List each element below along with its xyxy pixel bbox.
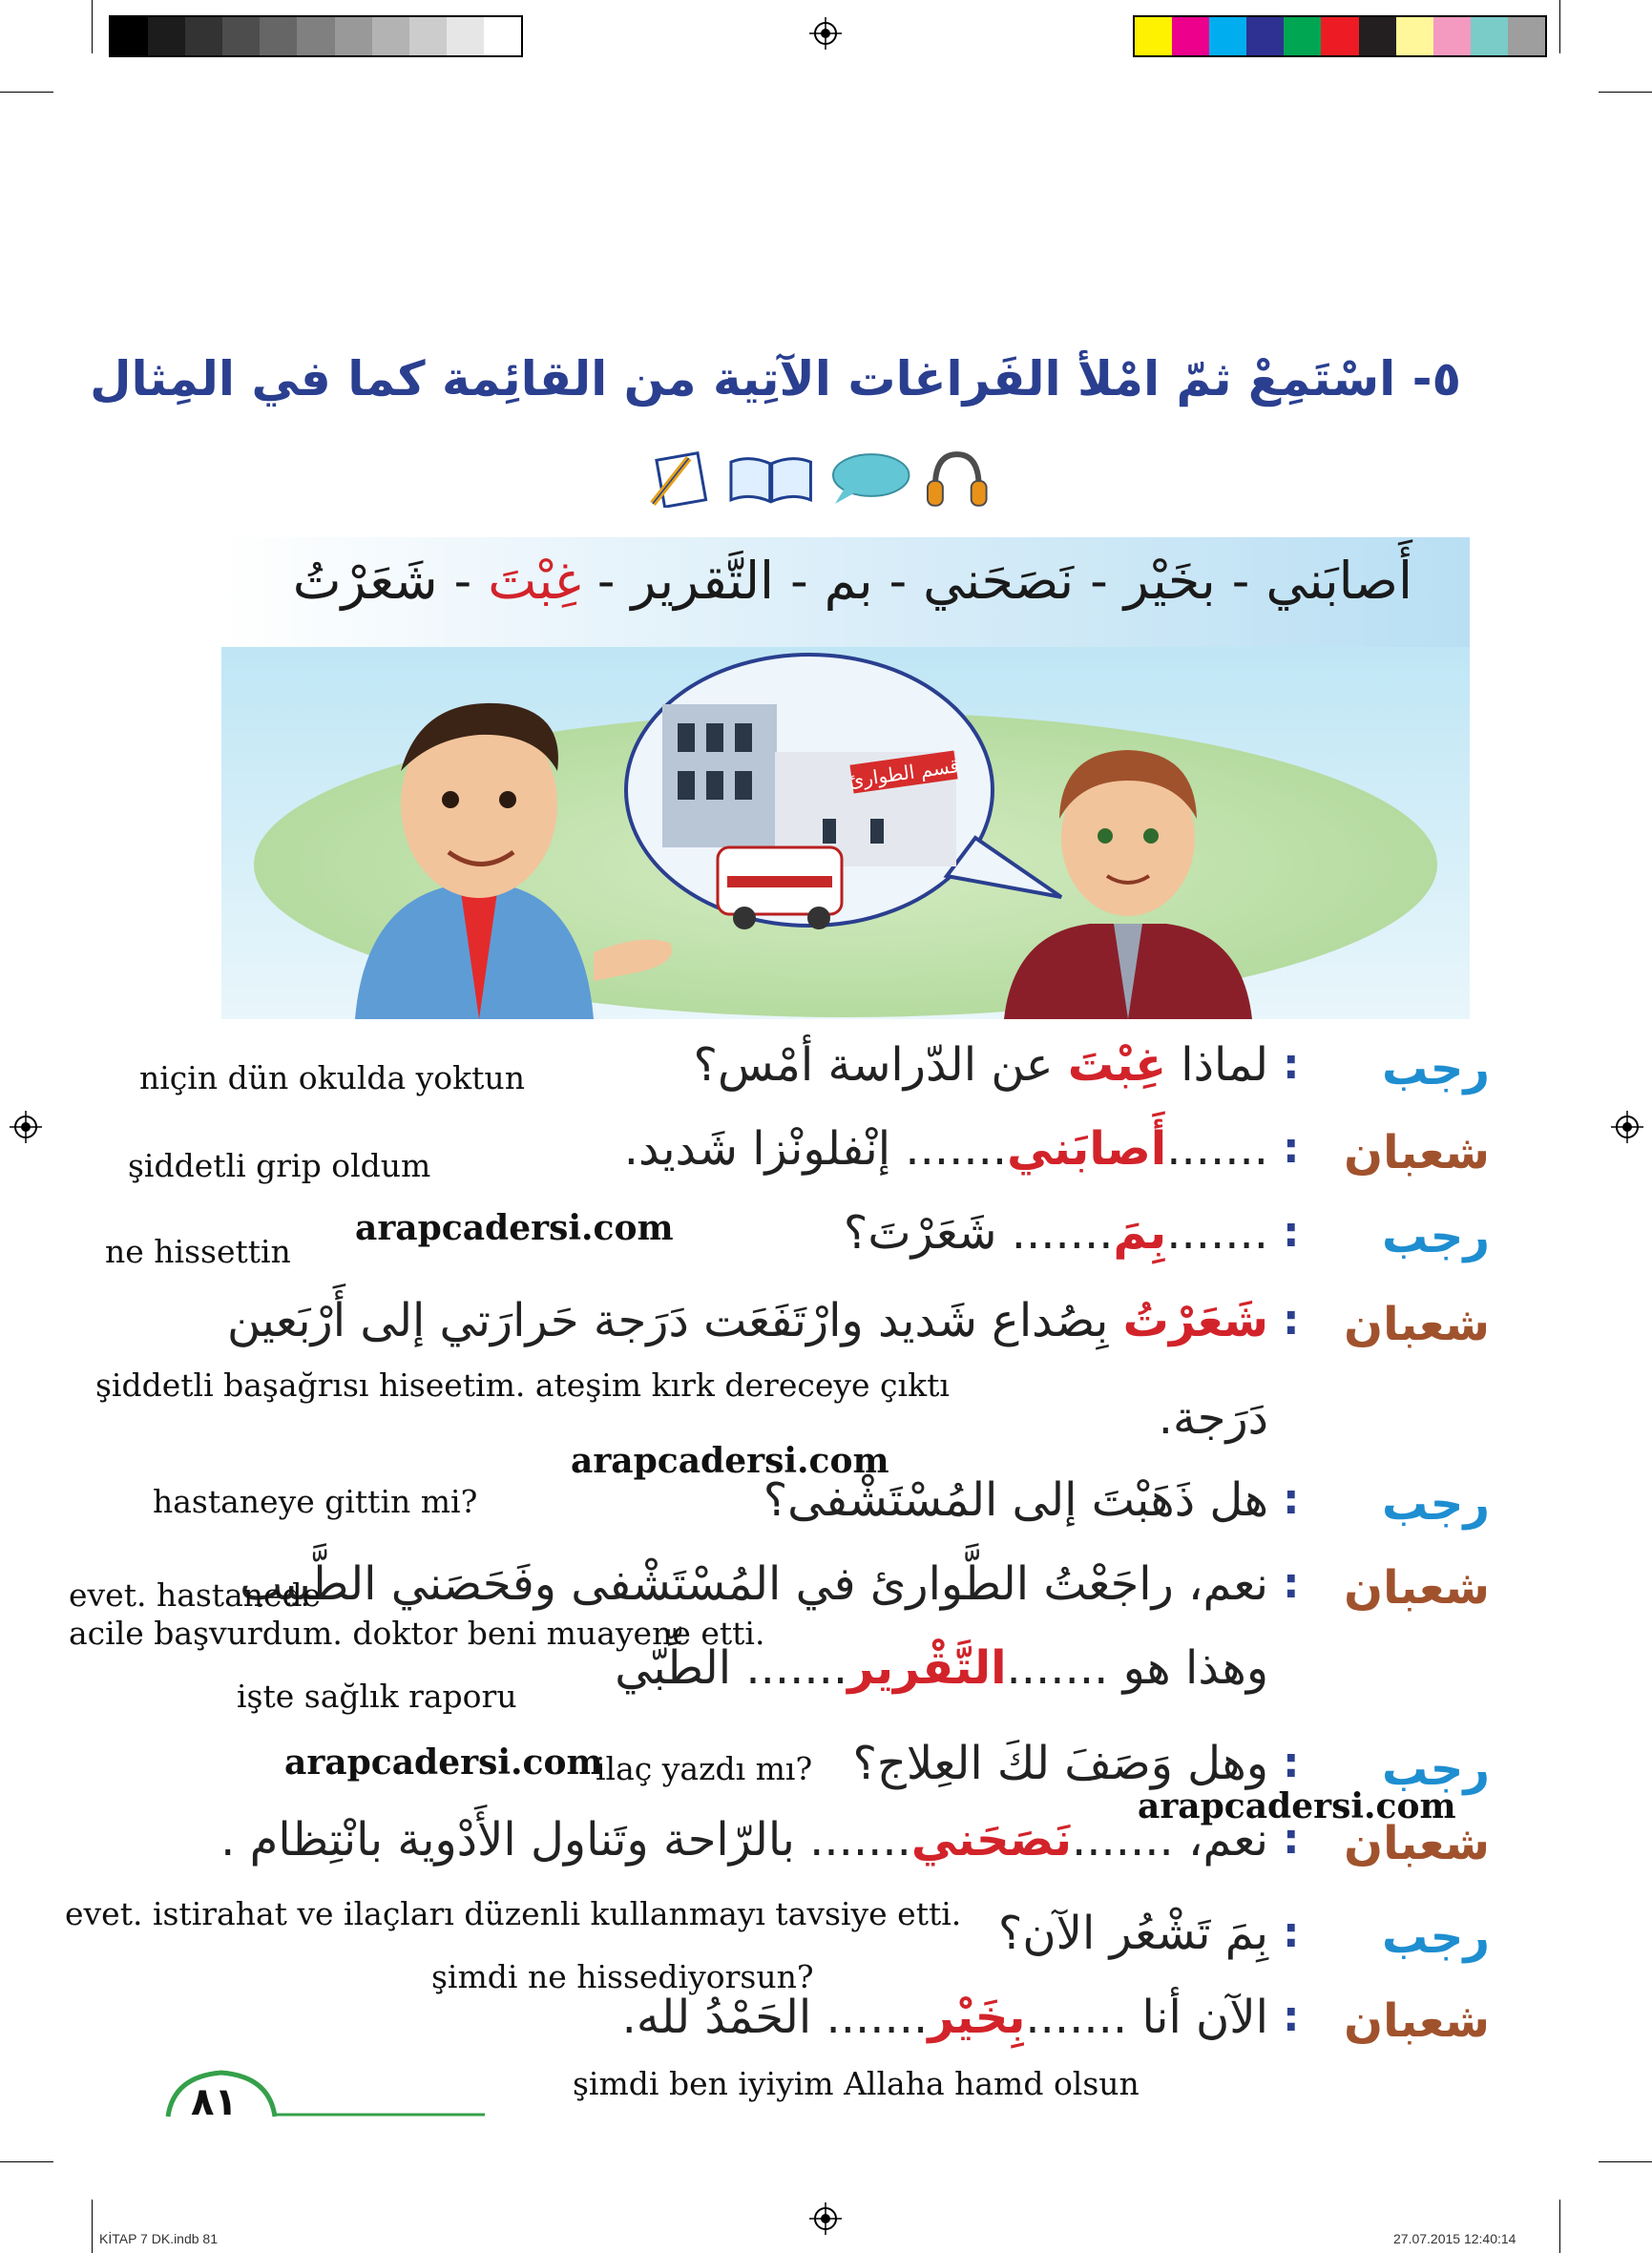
pencil-paper-icon xyxy=(645,449,714,508)
footer-date: 27.07.2015 12:40:14 xyxy=(1393,2231,1516,2246)
dialogue-illustration xyxy=(221,647,1470,1019)
crop-mark xyxy=(0,2161,53,2162)
crop-mark xyxy=(1559,2200,1560,2253)
footer-file: KİTAP 7 DK.indb 81 xyxy=(99,2231,218,2246)
translation-3: ne hissettin xyxy=(105,1233,291,1270)
crop-mark xyxy=(92,0,93,53)
dialogue-line-6: نعم، راجَعْتُ الطَّوارئ في المُسْتَشْفى وفَحَصَني الطَّبيب xyxy=(240,1557,1268,1611)
speaker-shaban: شعبان xyxy=(1344,1126,1490,1179)
text: بالرّاحة وتَناول الأَدْوية بانْتِظام . xyxy=(220,1813,795,1867)
translation-1: niçin dün okulda yoktun xyxy=(139,1059,525,1096)
speaker-rajab: رجب xyxy=(1381,1742,1490,1796)
text: إنْفلونْزا شَديد. xyxy=(623,1122,891,1176)
speaker-shaban: شعبان xyxy=(1344,1817,1490,1870)
crop-mark xyxy=(0,92,53,93)
translation-8: ilaç yazdı mı? xyxy=(596,1750,813,1787)
translation-6a: evet. hastanede xyxy=(69,1576,322,1614)
text: شَعَرْتَ؟ xyxy=(843,1206,997,1260)
filled-answer: بِخَيْر xyxy=(928,1991,1026,2044)
translation-7: işte sağlık raporu xyxy=(237,1678,517,1715)
page-number: ٨١ xyxy=(191,2080,238,2124)
word-bank-item-highlighted: غِبْتَ xyxy=(488,551,581,611)
watermark: arapcadersi.com xyxy=(571,1441,889,1481)
colon: : xyxy=(1283,1124,1300,1173)
speaker-rajab: رجب xyxy=(1381,1210,1490,1263)
word-bank-panel xyxy=(221,537,1470,647)
speaker-rajab: رجب xyxy=(1381,1042,1490,1095)
text: لماذا xyxy=(1181,1038,1268,1092)
watermark: arapcadersi.com xyxy=(355,1208,674,1248)
crop-mark xyxy=(1599,92,1652,93)
dialogue-line-2: .......أَصابَني....... إنْفلونْزا شَديد. xyxy=(623,1122,1268,1176)
filled-answer: بِمَ xyxy=(1113,1206,1167,1260)
filled-answer: شَعَرْتُ xyxy=(1122,1294,1268,1347)
dialogue-line-11: الآن أنا .......بِخَيْر....... الحَمْدُ لله. xyxy=(621,1991,1268,2044)
registration-mark-icon xyxy=(10,1111,42,1143)
registration-mark-icon xyxy=(1611,1111,1643,1143)
translation-10: şimdi ne hissediyorsun? xyxy=(431,1958,814,1995)
colon: : xyxy=(1283,1815,1300,1864)
dialogue-line-3: .......بِمَ....... شَعَرْتَ؟ xyxy=(843,1206,1268,1260)
text: الآن أنا xyxy=(1141,1991,1268,2044)
colon: : xyxy=(1283,1208,1300,1257)
translation-9: evet. istirahat ve ilaçları düzenli kullanmayı tavsiye etti. xyxy=(65,1895,962,1932)
translation-4: şiddetli başağrısı hiseetim. ateşim kırk dereceye çıktı xyxy=(95,1366,950,1404)
text: نعم، xyxy=(1188,1813,1268,1867)
grayscale-calibration-bar xyxy=(109,15,523,57)
color-calibration-bar xyxy=(1133,15,1547,57)
text: الحَمْدُ لله. xyxy=(621,1991,812,2044)
speaker-shaban: شعبان xyxy=(1344,1994,1490,2048)
text: بِصُداع شَديد وارْتَفَعَت دَرَجة حَرارَتي إلى أَرْبَعين xyxy=(227,1294,1109,1347)
scene-illustration xyxy=(221,647,1470,1019)
filled-answer: أَصابَني xyxy=(1007,1122,1167,1176)
emergency-sign: قسم الطوارئ xyxy=(847,754,961,792)
dialogue-line-4b: دَرَجة. xyxy=(1158,1391,1268,1445)
registration-mark-icon xyxy=(809,2202,842,2235)
dialogue-line-9: نعم، .......نَصَحَني....... بالرّاحة وتَناول الأَدْوية بانْتِظام . xyxy=(220,1813,1268,1867)
word-bank-item: نَصَحَني xyxy=(923,551,1075,611)
open-book-icon xyxy=(727,449,814,508)
dialogue-line-8: وهل وَصَفَ لكَ العِلاج؟ xyxy=(852,1737,1268,1790)
speaker-rajab: رجب xyxy=(1381,1910,1490,1964)
word-bank-item: أَصابَني xyxy=(1265,551,1412,611)
crop-mark xyxy=(1559,0,1560,53)
crop-mark xyxy=(1599,2161,1652,2162)
translation-2: şiddetli grip oldum xyxy=(128,1147,431,1184)
headphones-icon xyxy=(924,449,991,508)
dialogue-line-10: بِمَ تَشْعُر الآن؟ xyxy=(997,1907,1268,1960)
word-bank-item: بم xyxy=(824,551,873,611)
word-bank-item: بخَيْر xyxy=(1123,551,1216,611)
filled-answer: غِبْتَ xyxy=(1067,1038,1167,1092)
translation-5: hastaneye gittin mi? xyxy=(153,1483,478,1520)
dialogue-line-4 xyxy=(227,1294,1268,1347)
colon: : xyxy=(1283,1909,1300,1957)
watermark: arapcadersi.com xyxy=(1138,1786,1456,1826)
registration-mark-icon xyxy=(809,17,842,50)
skill-icons-row xyxy=(645,449,991,508)
filled-answer: التَّقْرير xyxy=(847,1641,1007,1695)
speaker-rajab: رجب xyxy=(1381,1477,1490,1531)
filled-answer: نَصَحَني xyxy=(910,1813,1072,1867)
word-bank-text: أَصابَني - بخَيْر - نَصَحَني - بم - التَّقرير - غِبْتَ - شَعَرْتُ xyxy=(292,551,1412,611)
speaker-shaban: شعبان xyxy=(1344,1298,1490,1351)
colon: : xyxy=(1283,1296,1300,1345)
exercise-heading: ٥- اسْتَمِعْ ثمّ امْلأ الفَراغات الآتِية من القائِمة كما في المِثال xyxy=(90,351,1461,407)
colon: : xyxy=(1283,1739,1300,1787)
text: وهذا هو xyxy=(1122,1641,1268,1695)
speech-bubble-icon xyxy=(827,449,910,508)
speaker-shaban: شعبان xyxy=(1344,1561,1490,1615)
colon: : xyxy=(1283,1992,1300,2041)
translation-6b: acile başvurdum. doktor beni muayene etti. xyxy=(69,1615,765,1652)
dialogue-line-5: هل ذَهَبْتَ إلى المُسْتَشْفى؟ xyxy=(763,1473,1268,1527)
colon: : xyxy=(1283,1475,1300,1524)
watermark: arapcadersi.com xyxy=(284,1742,603,1783)
word-bank-item: التَّقرير xyxy=(631,551,775,611)
translation-11: şimdi ben iyiyim Allaha hamd olsun xyxy=(573,2065,1140,2102)
dialogue-line-1 xyxy=(694,1038,1269,1092)
crop-mark xyxy=(92,2200,93,2253)
colon: : xyxy=(1283,1559,1300,1608)
text: الطِّبّي xyxy=(615,1641,732,1695)
text: عن الدّراسة أمْس؟ xyxy=(693,1038,1054,1092)
word-bank-item: شَعَرْتُ xyxy=(292,551,438,611)
colon: : xyxy=(1283,1040,1300,1089)
dialogue-line-7: وهذا هو .......التَّقْرير....... الطِّبّي xyxy=(615,1641,1268,1695)
